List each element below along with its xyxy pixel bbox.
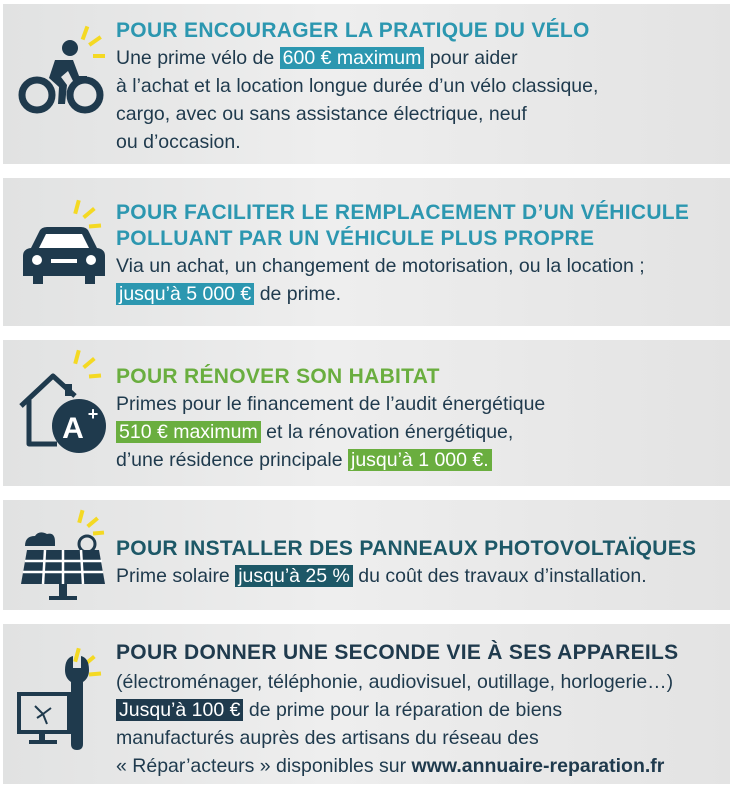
highlight-amount: jusqu’à 25 % [235, 565, 353, 587]
highlight-amount: Jusqu’à 100 € [116, 699, 243, 721]
card-body: Prime solaire jusqu’à 25 % du coût des travaux d’installation. [116, 565, 647, 587]
energy-label-text: A [62, 412, 84, 445]
house-energy-label-icon [15, 348, 113, 458]
highlight-amount: jusqu’à 1 000 €. [348, 449, 492, 471]
card-body: (électroménager, téléphonie, audiovisuel, outillage, horlogerie…) Jusqu’à 100 € de prime pour la réparation de biens manufacturés auprès des artisans du réseau des « Répar’acteurs » disponibles sur www.annuaire-reparation.fr [116, 671, 674, 777]
card-title-line1: POUR FACILITER LE REMPLACEMENT D’UN VÉHICULE [116, 201, 690, 224]
card-body: Primes pour le financement de l’audit énergétique 510 € maximum et la rénovation énergétique, d’une résidence principale jusqu’à 1 000 €. [116, 393, 546, 471]
card-title: POUR ENCOURAGER LA PRATIQUE DU VÉLO [116, 19, 590, 42]
bicycle-rider-icon [17, 20, 113, 120]
card-body: Une prime vélo de 600 € maximum pour aider à l’achat et la location longue durée d’un vélo classique, cargo, avec ou sans assistance électrique, neuf ou d’occasion. [116, 47, 599, 153]
card-title-line2: POLLUANT PAR UN VÉHICULE PLUS PROPRE [116, 227, 595, 250]
card-appareils [3, 624, 730, 784]
card-habitat [3, 340, 730, 486]
wrench-broken-screen-icon [13, 646, 113, 756]
svg-text:+: + [87, 404, 99, 424]
card-photovoltaique [3, 500, 730, 610]
solar-panel-icon [15, 506, 113, 606]
highlight-amount: 510 € maximum [116, 421, 261, 443]
card-vehicule [3, 178, 730, 326]
website-link[interactable]: www.annuaire-reparation.fr [411, 755, 665, 777]
card-title: POUR RÉNOVER SON HABITAT [116, 365, 440, 388]
car-icon [17, 196, 113, 296]
highlight-amount: 600 € maximum [280, 47, 425, 69]
card-velo [3, 4, 730, 164]
card-title: POUR INSTALLER DES PANNEAUX PHOTOVOLTAÏQUES [116, 537, 697, 560]
card-body: Via un achat, un changement de motorisation, ou la location ; jusqu’à 5 000 € de prime. [116, 255, 645, 305]
card-title: POUR DONNER UNE SECONDE VIE À SES APPAREILS [116, 641, 679, 664]
highlight-amount: jusqu’à 5 000 € [116, 283, 254, 305]
